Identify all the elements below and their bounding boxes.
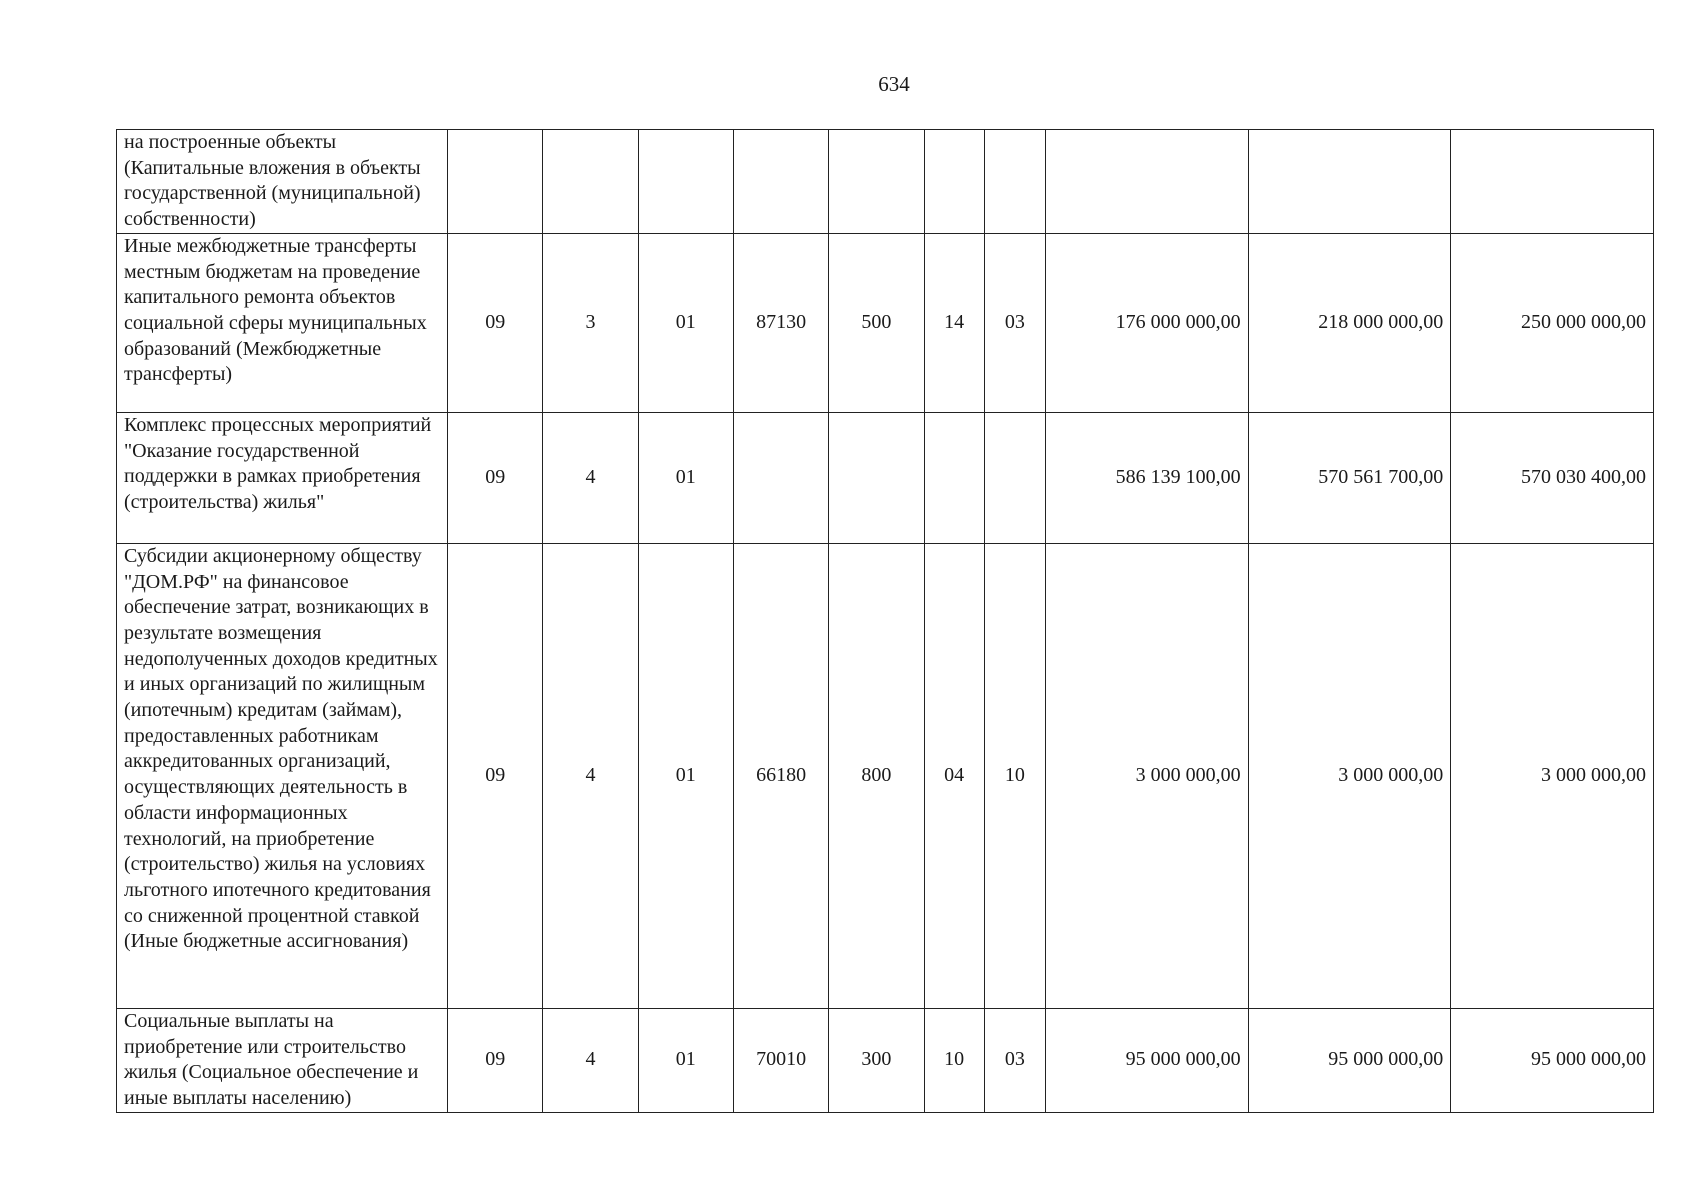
cell-expense-type — [829, 130, 924, 234]
cell-program: 09 — [448, 1008, 543, 1112]
budget-table — [116, 129, 1654, 1113]
cell-expense-type — [829, 412, 924, 543]
table-row — [117, 233, 1654, 412]
cell-subprogram: 3 — [543, 233, 638, 412]
cell-direction — [733, 130, 828, 234]
cell-program: 09 — [448, 412, 543, 543]
cell-amount-year3: 3 000 000,00 — [1451, 543, 1654, 1008]
cell-amount-year2: 218 000 000,00 — [1248, 233, 1451, 412]
cell-subsection: 10 — [984, 543, 1045, 1008]
cell-expense-type: 500 — [829, 233, 924, 412]
cell-amount-year2 — [1248, 130, 1451, 234]
cell-amount-year1: 95 000 000,00 — [1045, 1008, 1248, 1112]
cell-program: 09 — [448, 543, 543, 1008]
cell-event: 01 — [638, 233, 733, 412]
cell-amount-year1: 176 000 000,00 — [1045, 233, 1248, 412]
cell-amount-year1: 586 139 100,00 — [1045, 412, 1248, 543]
cell-subprogram: 4 — [543, 543, 638, 1008]
cell-program — [448, 130, 543, 234]
cell-amount-year3: 570 030 400,00 — [1451, 412, 1654, 543]
cell-amount-year2: 570 561 700,00 — [1248, 412, 1451, 543]
cell-section: 14 — [924, 233, 984, 412]
cell-subsection — [984, 412, 1045, 543]
cell-subprogram: 4 — [543, 1008, 638, 1112]
cell-subsection — [984, 130, 1045, 234]
table-row — [117, 130, 1654, 234]
cell-subprogram — [543, 130, 638, 234]
cell-event: 01 — [638, 543, 733, 1008]
cell-amount-year3: 250 000 000,00 — [1451, 233, 1654, 412]
cell-amount-year3 — [1451, 130, 1654, 234]
cell-amount-year2: 3 000 000,00 — [1248, 543, 1451, 1008]
cell-expense-type: 300 — [829, 1008, 924, 1112]
cell-direction: 87130 — [733, 233, 828, 412]
row-description: Субсидии акционерному обществу "ДОМ.РФ" на финансовое обеспечение затрат, возникающих в результате возмещения недополученных доходов кредитных и иных организаций по жилищным (ипотечным) кредитам (займам), предоставленных работникам аккредитованных организаций, осуществляющих деятельность в области информационных технологий, на приобретение (строительство) жилья на условиях льготного ипотечного кредитования со сниженной процентной ставкой (Иные бюджетные ассигнования) — [117, 543, 448, 1008]
cell-amount-year1 — [1045, 130, 1248, 234]
row-description: Комплекс процессных мероприятий "Оказание государственной поддержки в рамках приобретения (строительства) жилья" — [117, 412, 448, 543]
cell-section — [924, 412, 984, 543]
cell-subsection: 03 — [984, 1008, 1045, 1112]
cell-direction: 70010 — [733, 1008, 828, 1112]
cell-amount-year2: 95 000 000,00 — [1248, 1008, 1451, 1112]
cell-subsection: 03 — [984, 233, 1045, 412]
row-description: Иные межбюджетные трансферты местным бюджетам на проведение капитального ремонта объектов социальной сферы муниципальных образований (Межбюджетные трансферты) — [117, 233, 448, 412]
cell-subprogram: 4 — [543, 412, 638, 543]
table-row — [117, 412, 1654, 543]
row-description: на построенные объекты (Капитальные вложения в объекты государственной (муниципальной) собственности) — [117, 130, 448, 234]
cell-event: 01 — [638, 1008, 733, 1112]
cell-direction: 66180 — [733, 543, 828, 1008]
cell-amount-year1: 3 000 000,00 — [1045, 543, 1248, 1008]
table-row — [117, 543, 1654, 1008]
cell-section: 10 — [924, 1008, 984, 1112]
cell-event — [638, 130, 733, 234]
table-row — [117, 1008, 1654, 1112]
cell-section: 04 — [924, 543, 984, 1008]
page-number: 634 — [878, 72, 910, 96]
cell-expense-type: 800 — [829, 543, 924, 1008]
row-description: Социальные выплаты на приобретение или строительство жилья (Социальное обеспечение и иные выплаты населению) — [117, 1008, 448, 1112]
cell-program: 09 — [448, 233, 543, 412]
cell-direction — [733, 412, 828, 543]
cell-event: 01 — [638, 412, 733, 543]
cell-amount-year3: 95 000 000,00 — [1451, 1008, 1654, 1112]
cell-section — [924, 130, 984, 234]
